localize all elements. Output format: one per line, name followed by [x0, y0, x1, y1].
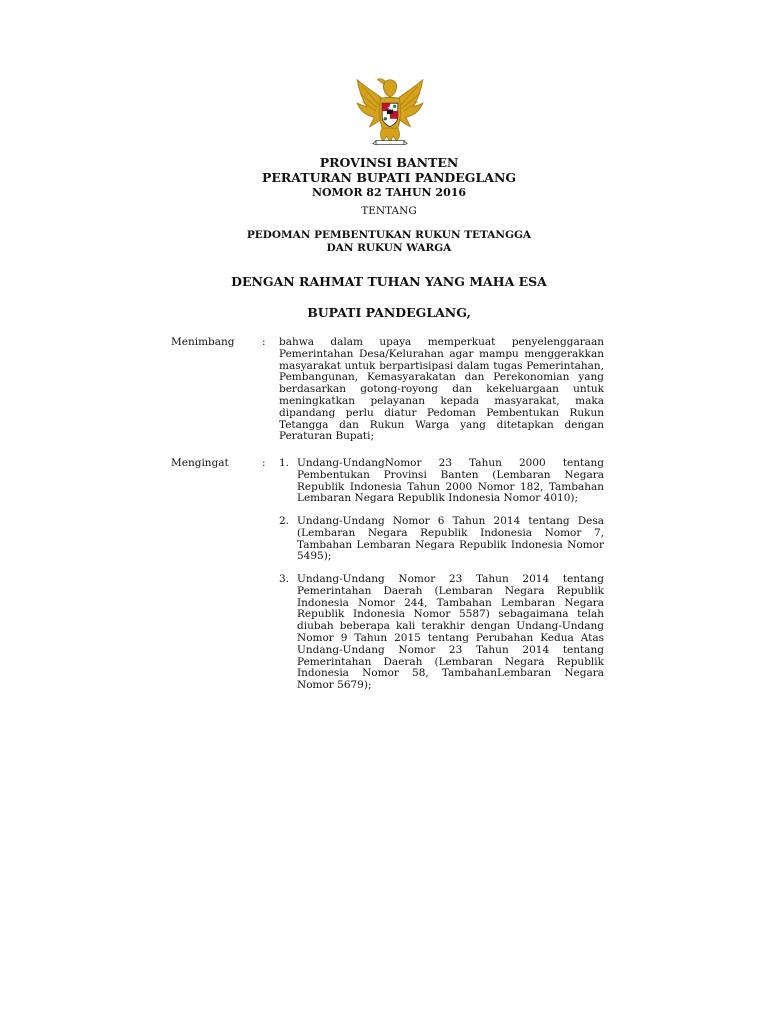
- list-item-text: Undang-Undang Nomor 23 Tahun 2014 tentang Pemerintahan Daerah (Lembaran Negara Republik Indonesia Nomor 244, Tambahan Lembaran Negara Republik Indonesia Nomor 5587) sebagaimana telah diubah beberapa kali terakhir dengan Undang-Undang Nomor 9 Tahun 2015 tentang Perubahan Kedua Atas Undang-Undang Nomor 23 Tahun 2014 tentang Pemerintahan Daerah (Lembaran Negara Republik Indonesia Nomor 58, TambahanLembaran Negara Nomor 5679);: [297, 573, 604, 692]
- list-item-number: 3.: [279, 573, 290, 585]
- subject-line-1: PEDOMAN PEMBENTUKAN RUKUN TETANGGA: [246, 229, 532, 241]
- list-item-text: Undang-Undang Nomor 6 Tahun 2014 tentang Desa (Lembaran Negara Republik Indonesia Nomor 7, Tambahan Lembaran Negara Republik Indonesia Nomor 5495);: [297, 515, 604, 563]
- mengingat-label: Mengingat: [171, 457, 229, 469]
- list-item-number: 2.: [279, 515, 290, 527]
- menimbang-label: Menimbang: [171, 336, 235, 348]
- invocation-heading: DENGAN RAHMAT TUHAN YANG MAHA ESA: [231, 274, 547, 289]
- menimbang-text: bahwa dalam upaya memperkuat penyelenggaraan Pemerintahan Desa/Kelurahan agar mampu menggerakkan masyarakat untuk berpartisipasi dalam tugas Pemerintahan, Pembangunan, Kemasyarakatan dan Perekonomian yang berdasarkan gotong-royong dan kekeluargaan untuk meningkatkan pelayanan kepada masyarakat, maka dipandang perlu diatur Pedoman Pembentukan Rukun Tetangga dan Rukun Warga yang ditetapkan dengan Peraturan Bupati;: [279, 336, 604, 443]
- list-item-number: 1.: [279, 457, 290, 469]
- tentang-label: TENTANG: [361, 205, 417, 217]
- menimbang-colon: :: [262, 336, 266, 348]
- regulation-number: NOMOR 82 TAHUN 2016: [311, 186, 467, 199]
- issuer-heading: BUPATI PANDEGLANG,: [307, 305, 471, 320]
- list-item-text: Undang-UndangNomor 23 Tahun 2000 tentang Pembentukan Provinsi Banten (Lembaran Negara Republik Indonesia Tahun 2000 Nomor 182, Tambahan Lembaran Negara Republik Indonesia Nomor 4010);: [297, 457, 604, 505]
- garuda-emblem-icon: [351, 72, 429, 150]
- province-heading: PROVINSI BANTEN: [319, 155, 459, 170]
- mengingat-colon: :: [262, 457, 266, 469]
- regulation-title: PERATURAN BUPATI PANDEGLANG: [261, 170, 517, 185]
- subject-line-2: DAN RUKUN WARGA: [326, 242, 452, 254]
